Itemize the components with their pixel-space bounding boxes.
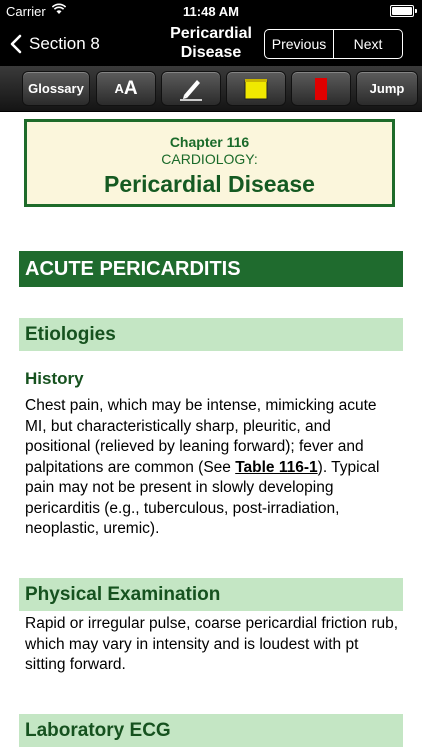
font-size-small-glyph: A xyxy=(114,81,124,96)
table-116-1-link[interactable]: Table 116-1 xyxy=(235,458,318,476)
page-title-line1: Pericardial xyxy=(170,25,252,42)
history-text-before: Chest pain, which may be intense, mimicking acute MI, but characteristically sharp, pleuritic, and positional (relieved by leaning forward); fever and palpitations are common (See xyxy=(25,397,377,476)
chapter-category: CARDIOLOGY: xyxy=(161,151,258,167)
sticky-note-icon xyxy=(244,78,268,100)
font-size-button[interactable] xyxy=(96,71,156,106)
history-paragraph xyxy=(25,396,399,540)
back-button-label: Section 8 xyxy=(29,34,100,53)
status-bar xyxy=(0,0,422,22)
glossary-button[interactable]: Glossary xyxy=(22,71,90,106)
bookmark-icon xyxy=(315,78,327,100)
pen-icon xyxy=(176,76,206,102)
chapter-number: Chapter 116 xyxy=(169,134,250,150)
chapter-title: Pericardial Disease xyxy=(104,171,315,197)
bookmark-button[interactable] xyxy=(291,71,351,106)
jump-button[interactable]: Jump xyxy=(356,71,418,106)
back-button[interactable] xyxy=(10,32,100,56)
note-button[interactable] xyxy=(226,71,286,106)
font-size-big-glyph: A xyxy=(123,77,138,99)
physical-exam-paragraph: Rapid or irregular pulse, coarse pericardial friction rub, which may vary in intensity and is loudest with pt sitting forward. xyxy=(25,615,399,673)
heading-history: History xyxy=(25,369,84,388)
chevron-left-icon xyxy=(10,34,22,54)
previous-button[interactable]: Previous xyxy=(271,36,327,52)
clock: 11:48 AM xyxy=(183,4,239,19)
carrier-label: Carrier xyxy=(6,4,46,19)
subheading-etiologies: Etiologies xyxy=(19,318,403,351)
page-title-line2: Disease xyxy=(180,44,242,61)
toolbar xyxy=(0,66,422,112)
chapter-header xyxy=(24,119,395,207)
highlight-button[interactable] xyxy=(161,71,221,106)
subheading-laboratory-ecg: Laboratory ECG xyxy=(19,714,403,747)
subheading-physical-examination: Physical Examination xyxy=(19,578,403,611)
next-button[interactable]: Next xyxy=(333,30,402,58)
history-text-after: ). Typical pain may not be present in slowly developing pericarditis (e.g., tuberculous, post-irradiation, neoplastic, uremic). xyxy=(25,458,380,537)
battery-icon xyxy=(390,5,414,17)
prev-next-control xyxy=(264,29,403,59)
navigation-bar xyxy=(0,0,422,66)
section-heading-acute-pericarditis: ACUTE PERICARDITIS xyxy=(19,251,403,287)
